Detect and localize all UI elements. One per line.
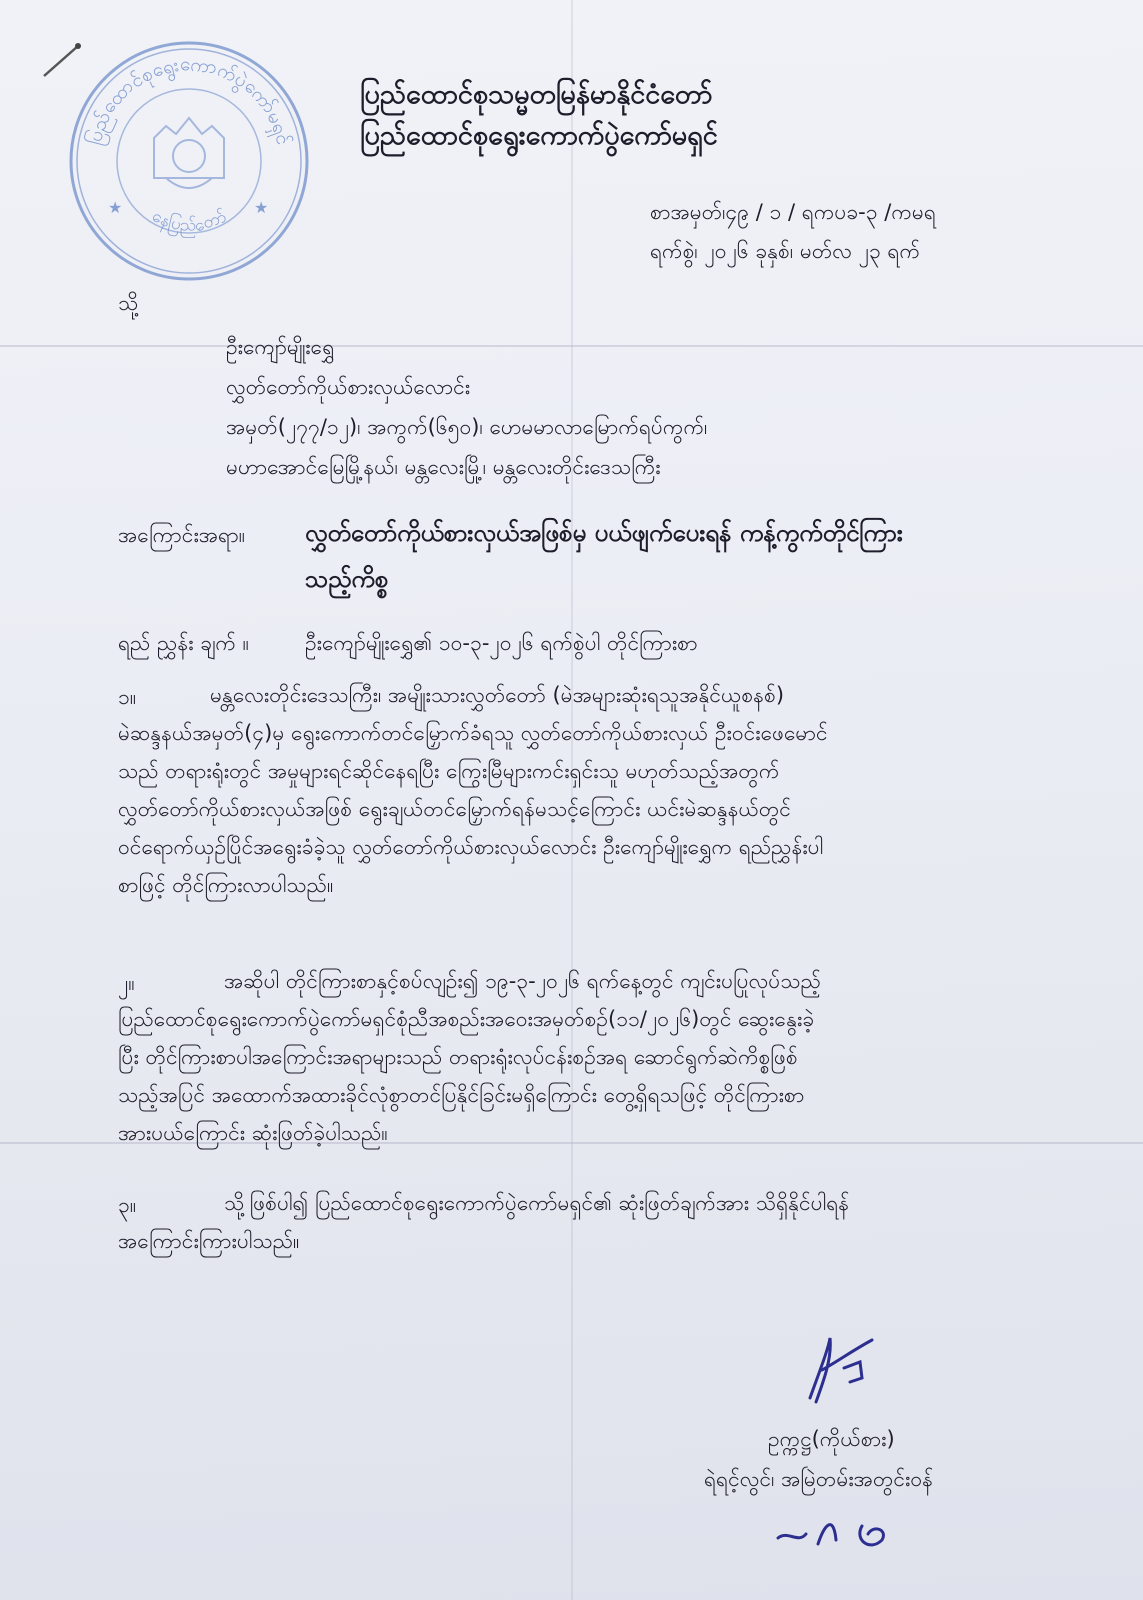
paragraph-line: အဆိုပါ တိုင်ကြားစာနှင့်စပ်လျဉ်း၍ ၁၉-၃-၂၀၂၆ ရက်နေ့တွင် ကျင်းပပြုလုပ်သည့်: [224, 969, 821, 993]
paragraph-line: သို့ဖြစ်ပါ၍ ပြည်ထောင်စုရွေးကောက်ပွဲကော်မရှင်၏ ဆုံးဖြတ်ချက်အား သိရှိနိုင်ပါရန်: [224, 1191, 850, 1215]
paragraph-line: လွှတ်တော်ကိုယ်စားလှယ်အဖြစ် ရွေးချယ်တင်မြှောက်ရန်မသင့်ကြောင်း ယင်းမဲဆန္ဒနယ်တွင်: [118, 797, 791, 821]
svg-text:ပြည်ထောင်စုရွေးကောက်ပွဲကော်မရှ: ပြည်ထောင်စုရွေးကောက်ပွဲကော်မရှင်: [83, 52, 295, 148]
reference-label: ရည် ညွှန်း ချက် ။: [118, 631, 249, 655]
letterhead-country: ပြည်ထောင်စုသမ္မတမြန်မာနိုင်ငံတော်: [360, 79, 713, 110]
letter-date: ရက်စွဲ၊ ၂၀၂၆ ခုနှစ်၊ မတ်လ ၂၃ ရက်: [650, 239, 921, 263]
official-seal-icon: [66, 38, 312, 284]
paragraph-line: ပြည်ထောင်စုရွေးကောက်ပွဲကော်မရှင်စုံညီအစည်းအဝေးအမှတ်စဉ်(၁၁/၂၀၂၆)တွင် ဆွေးနွေးခဲ့: [118, 1007, 815, 1031]
recipient-address-line: မဟာအောင်မြေမြို့နယ်၊ မန္တလေးမြို့၊ မန္တလေးတိုင်းဒေသကြီး: [226, 455, 661, 479]
letter-number: စာအမှတ်၊၄၉ / ၁ / ရကပခ-၃ /ကမရ: [650, 200, 936, 224]
paragraph-line: မဲဆန္ဒနယ်အမှတ်(၄)မှ ရွေးကောက်တင်မြှောက်ခံရသူ လွှတ်တော်ကိုယ်စားလှယ် ဦးဝင်းဖေမောင်: [118, 721, 828, 745]
paragraph-line: မန္တလေးတိုင်းဒေသကြီး၊ အမျိုးသားလွှတ်တော် (မဲအများဆုံးရသူအနိုင်ယူစနစ်): [210, 683, 785, 707]
signature-icon: [800, 1330, 890, 1410]
paragraph: [118, 676, 1028, 904]
letterhead-commission: ပြည်ထောင်စုရွေးကောက်ပွဲကော်မရှင်: [360, 120, 718, 151]
paragraph-line: သည့်အပြင် အထောက်အထားခိုင်လုံစွာတင်ပြနိုင်ခြင်းမရှိကြောင်း တွေ့ရှိရသဖြင့် တိုင်ကြားစာ: [118, 1083, 805, 1107]
recipient-name: ဦးကျော်မျိုးရွှေ: [226, 335, 335, 359]
paragraph-number: ၂။: [118, 971, 135, 995]
paragraph-line: အကြောင်းကြားပါသည်။: [118, 1229, 300, 1253]
reference-text: ဦးကျော်မျိုးရွှေ၏ ၁၀-၃-၂၀၂၆ ရက်စွဲပါ တိုင်ကြားစာ: [305, 631, 698, 655]
initials-icon: [770, 1500, 900, 1560]
paragraph: [118, 1184, 1028, 1260]
paragraph-number: ၁။: [118, 685, 137, 709]
to-label: သို့: [118, 291, 139, 315]
svg-text:★: ★: [108, 198, 123, 217]
subject-label: အကြောင်းအရာ။: [118, 523, 246, 547]
paragraph-line: ပြီး တိုင်ကြားစာပါအကြောင်းအရာများသည် တရားရုံးလုပ်ငန်းစဉ်အရ ဆောင်ရွက်ဆဲကိစ္စဖြစ်: [118, 1045, 798, 1069]
paragraph-line: သည် တရားရုံးတွင် အမှုများရင်ဆိုင်နေရပြီး ကြွေးမြီများကင်းရှင်းသူ မဟုတ်သည့်အတွက်: [118, 759, 780, 783]
paragraph-number: ၃။: [118, 1193, 137, 1217]
svg-text:နေပြည်တော်: နေပြည်တော်: [148, 206, 230, 237]
signatory-name: ရဲရင့်လွင်၊ အမြဲတမ်းအတွင်းဝန်: [704, 1467, 934, 1491]
paragraph-line: အားပယ်ကြောင်း ဆုံးဖြတ်ခဲ့ပါသည်။: [118, 1121, 388, 1145]
paragraph-line: ဝင်ရောက်ယှဉ်ပြိုင်အရွေးခံခဲ့သူ လွှတ်တော်ကိုယ်စားလှယ်လောင်း ဦးကျော်မျိုးရွှေက ရည်ညွှန်းပါ: [118, 835, 824, 859]
signatory-designation: ဥက္ကဋ္ဌ(ကိုယ်စား): [768, 1427, 895, 1451]
subject-text: လွှတ်တော်ကိုယ်စားလှယ်အဖြစ်မှ ပယ်ဖျက်ပေးရန် ကန့်ကွက်တိုင်ကြား: [305, 519, 903, 547]
paragraph-line: စာဖြင့် တိုင်ကြားလာပါသည်။: [118, 873, 334, 897]
subject-text: သည့်ကိစ္စ: [305, 565, 389, 593]
svg-text:★: ★: [254, 198, 269, 217]
recipient-title: လွှတ်တော်ကိုယ်စားလှယ်လောင်း: [226, 375, 471, 399]
paragraph: [118, 962, 1028, 1152]
recipient-address-line: အမှတ်(၂၇၇/၁၂)၊ အကွက်(၆၅၀)၊ ဟေမမာလာမြောက်ရပ်ကွက်၊: [226, 415, 708, 439]
